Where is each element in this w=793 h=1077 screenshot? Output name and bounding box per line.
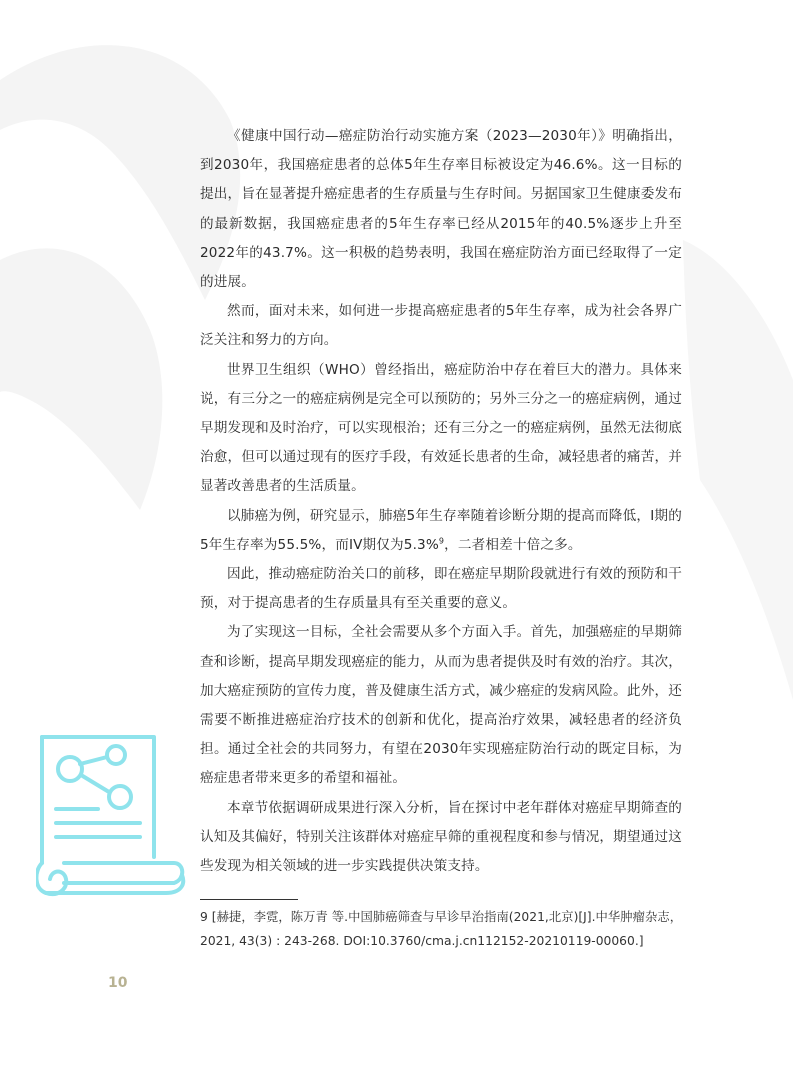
footnote: 9 [赫捷，李霓，陈万青 等.中国肺癌筛查与早诊早治指南(2021,北京)[J].中华肿瘤杂志，2021, 43(3) : 243-268. DOI:10.3760/cma.j.cn112152-20210119-00060.] xyxy=(200,910,682,948)
paragraph-6: 为了实现这一目标，全社会需要从多个方面入手。首先，加强癌症的早期筛查和诊断，提高早期发现癌症的能力，从而为患者提供及时有效的治疗。其次，加大癌症预防的宣传力度，普及健康生活方式，减少癌症的发病风险。此外，还需要不断推进癌症治疗技术的创新和优化，提高治疗效果，减轻患者的经济负担。通过全社会的共同努力，有望在2030年实现癌症防治行动的既定目标，为癌症患者带来更多的希望和福祉。 xyxy=(200,624,682,787)
paragraph-3: 世界卫生组织（WHO）曾经指出，癌症防治中存在着巨大的潜力。具体来说，有三分之一的癌症病例是完全可以预防的；另外三分之一的癌症病例，通过早期发现和及时治疗，可以实现根治；还有三分之一的癌症病例，虽然无法彻底治愈，但可以通过现有的医疗手段，有效延长患者的生命，减轻患者的痛苦，并显著改善患者的生活质量。 xyxy=(200,361,682,495)
paragraph-5: 因此，推动癌症防治关口的前移，即在癌症早期阶段就进行有效的预防和干预，对于提高患者的生存质量具有至关重要的意义。 xyxy=(200,566,682,612)
paragraph-4-text: 以肺癌为例，研究显示，肺癌5年生存率随着诊断分期的提高而降低，I期的5年生存率为55.5%，而IV期仅为5.3% xyxy=(200,507,682,553)
paragraph-4 xyxy=(200,502,682,560)
footnote-divider xyxy=(200,899,298,900)
paragraph-1: 《健康中国行动—癌症防治行动实施方案（2023—2030年）》明确指出，到2030年，我国癌症患者的总体5年生存率目标被设定为46.6%。这一目标的提出，旨在显著提升癌症患者的生存质量与生存时间。另据国家卫生健康委发布的最新数据，我国癌症患者的5年生存率已经从2015年的40.5%逐步上升至2022年的43.7%。这一积极的趋势表明，我国在癌症防治方面已经取得了一定的进展。 xyxy=(200,128,682,291)
body-text xyxy=(200,122,682,881)
paragraph-4-text-end: ，二者相差十倍之多。 xyxy=(444,536,582,553)
scroll-network-icon xyxy=(36,733,188,899)
footnote-reference[interactable]: 9 xyxy=(438,536,445,546)
page-number: 10 xyxy=(108,975,128,991)
paragraph-7: 本章节依据调研成果进行深入分析，旨在探讨中老年群体对癌症早期筛查的认知及其偏好，特别关注该群体对癌症早筛的重视程度和参与情况，期望通过这些发现为相关领域的进一步实践提供决策支持。 xyxy=(200,799,682,875)
paragraph-2: 然而，面对未来，如何进一步提高癌症患者的5年生存率，成为社会各界广泛关注和努力的方向。 xyxy=(200,303,682,349)
